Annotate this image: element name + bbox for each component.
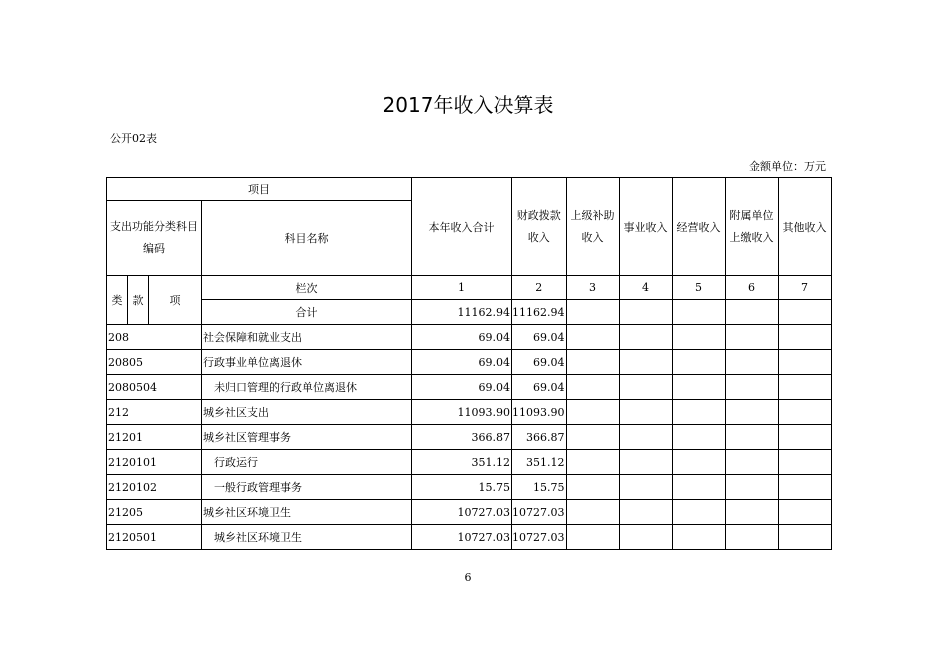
row-empty-cell — [778, 525, 831, 550]
row-empty-cell — [778, 425, 831, 450]
row-fiscal: 10727.03 — [512, 500, 567, 525]
row-empty-cell — [778, 325, 831, 350]
row-empty-cell — [566, 375, 619, 400]
row-fiscal: 10727.03 — [512, 525, 567, 550]
row-empty-cell — [672, 500, 725, 525]
row-empty-cell — [566, 325, 619, 350]
row-name: 城乡社区环境卫生 — [202, 500, 412, 525]
row-total: 15.75 — [412, 475, 512, 500]
row-name: 一般行政管理事务 — [202, 475, 412, 500]
col-number-6: 6 — [725, 276, 778, 300]
row-code: 21201 — [107, 425, 202, 450]
row-empty-cell — [725, 425, 778, 450]
row-empty-cell — [619, 350, 672, 375]
total-affiliated-value — [725, 300, 778, 325]
operating-income-header: 经营收入 — [672, 178, 725, 276]
row-total: 69.04 — [412, 375, 512, 400]
xiang-header: 项 — [149, 276, 202, 325]
row-fiscal: 15.75 — [512, 475, 567, 500]
row-empty-cell — [778, 350, 831, 375]
row-empty-cell — [619, 400, 672, 425]
row-name: 城乡社区管理事务 — [202, 425, 412, 450]
table-row — [107, 350, 832, 375]
table-row — [107, 375, 832, 400]
table-row — [107, 525, 832, 550]
row-empty-cell — [725, 450, 778, 475]
row-name: 社会保障和就业支出 — [202, 325, 412, 350]
row-fiscal: 351.12 — [512, 450, 567, 475]
row-empty-cell — [672, 350, 725, 375]
row-empty-cell — [619, 375, 672, 400]
fiscal-income-header: 财政拨款收入 — [512, 178, 567, 276]
form-code: 公开02表 — [110, 132, 157, 145]
row-empty-cell — [672, 425, 725, 450]
income-report-table — [106, 177, 832, 550]
row-empty-cell — [619, 475, 672, 500]
lei-header: 类 — [107, 276, 128, 325]
row-total: 11093.90 — [412, 400, 512, 425]
row-code: 208 — [107, 325, 202, 350]
row-code: 212 — [107, 400, 202, 425]
total-superior-value — [566, 300, 619, 325]
total-other-value — [778, 300, 831, 325]
row-empty-cell — [566, 500, 619, 525]
row-empty-cell — [619, 425, 672, 450]
header-row-item — [107, 178, 832, 201]
row-empty-cell — [725, 400, 778, 425]
table-row — [107, 425, 832, 450]
function-code-header: 支出功能分类科目编码 — [107, 201, 202, 276]
row-empty-cell — [778, 375, 831, 400]
row-empty-cell — [725, 325, 778, 350]
row-name: 行政事业单位离退休 — [202, 350, 412, 375]
row-empty-cell — [566, 400, 619, 425]
total-income-header: 本年收入合计 — [412, 178, 512, 276]
row-total: 69.04 — [412, 325, 512, 350]
row-empty-cell — [725, 525, 778, 550]
other-income-header: 其他收入 — [778, 178, 831, 276]
row-empty-cell — [725, 500, 778, 525]
row-name: 城乡社区支出 — [202, 400, 412, 425]
row-code: 21205 — [107, 500, 202, 525]
row-empty-cell — [566, 425, 619, 450]
row-code: 2120102 — [107, 475, 202, 500]
subject-name-header: 科目名称 — [202, 201, 412, 276]
row-empty-cell — [672, 400, 725, 425]
row-empty-cell — [725, 375, 778, 400]
amount-unit: 金额单位：万元 — [749, 160, 826, 173]
row-empty-cell — [778, 475, 831, 500]
row-fiscal: 366.87 — [512, 425, 567, 450]
superior-income-header: 上级补助收入 — [566, 178, 619, 276]
col-number-7: 7 — [778, 276, 831, 300]
row-name: 未归口管理的行政单位离退休 — [202, 375, 412, 400]
row-code: 2080504 — [107, 375, 202, 400]
row-name: 行政运行 — [202, 450, 412, 475]
row-empty-cell — [619, 450, 672, 475]
row-empty-cell — [619, 525, 672, 550]
table-row — [107, 400, 832, 425]
affiliated-income-header: 附属单位上缴收入 — [725, 178, 778, 276]
row-total: 366.87 — [412, 425, 512, 450]
row-total: 10727.03 — [412, 525, 512, 550]
total-label: 合计 — [202, 300, 412, 325]
row-empty-cell — [566, 350, 619, 375]
row-empty-cell — [566, 525, 619, 550]
row-total: 351.12 — [412, 450, 512, 475]
row-code: 2120101 — [107, 450, 202, 475]
row-empty-cell — [672, 450, 725, 475]
row-empty-cell — [566, 450, 619, 475]
row-fiscal: 11093.90 — [512, 400, 567, 425]
total-row — [107, 300, 832, 325]
col-number-3: 3 — [566, 276, 619, 300]
row-empty-cell — [672, 325, 725, 350]
row-empty-cell — [725, 350, 778, 375]
col-number-4: 4 — [619, 276, 672, 300]
row-fiscal: 69.04 — [512, 350, 567, 375]
row-code: 2120501 — [107, 525, 202, 550]
table-row — [107, 475, 832, 500]
row-empty-cell — [619, 325, 672, 350]
row-empty-cell — [778, 400, 831, 425]
row-empty-cell — [725, 475, 778, 500]
row-empty-cell — [778, 450, 831, 475]
row-total: 10727.03 — [412, 500, 512, 525]
page-title: 2017年收入决算表 — [382, 93, 554, 117]
total-operating-value — [672, 300, 725, 325]
total-fiscal-value: 11162.94 — [512, 300, 567, 325]
row-fiscal: 69.04 — [512, 325, 567, 350]
col-number-2: 2 — [512, 276, 567, 300]
row-empty-cell — [672, 375, 725, 400]
row-empty-cell — [672, 475, 725, 500]
total-business-value — [619, 300, 672, 325]
row-empty-cell — [778, 500, 831, 525]
row-empty-cell — [566, 475, 619, 500]
kuan-header: 款 — [128, 276, 149, 325]
row-name: 城乡社区环境卫生 — [202, 525, 412, 550]
col-number-1: 1 — [412, 276, 512, 300]
row-fiscal: 69.04 — [512, 375, 567, 400]
column-index-label: 栏次 — [202, 276, 412, 300]
table-row — [107, 450, 832, 475]
header-row-column-index — [107, 276, 832, 300]
col-number-5: 5 — [672, 276, 725, 300]
row-code: 20805 — [107, 350, 202, 375]
item-header: 项目 — [107, 178, 412, 201]
row-empty-cell — [672, 525, 725, 550]
row-total: 69.04 — [412, 350, 512, 375]
total-income-value: 11162.94 — [412, 300, 512, 325]
business-income-header: 事业收入 — [619, 178, 672, 276]
page-number: 6 — [464, 571, 472, 584]
table-row — [107, 325, 832, 350]
table-row — [107, 500, 832, 525]
row-empty-cell — [619, 500, 672, 525]
